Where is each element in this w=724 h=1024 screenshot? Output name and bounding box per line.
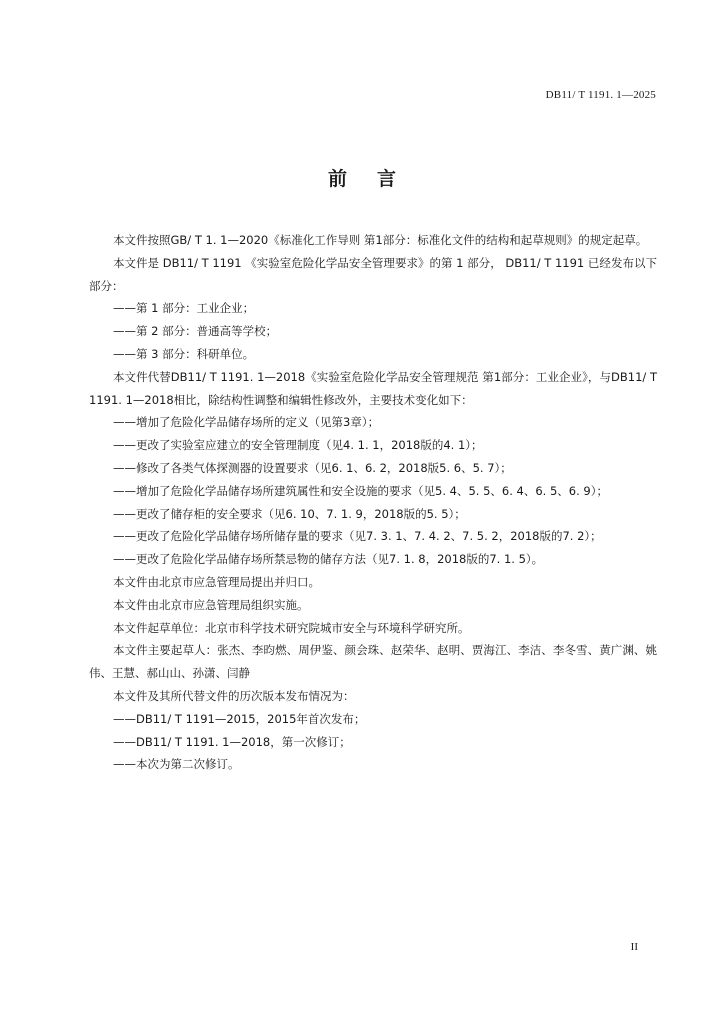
foreword-body	[89, 229, 657, 776]
page-number: II	[630, 941, 638, 953]
list-item: ——DB11/ T 1191—2015，2015年首次发布；	[113, 711, 366, 726]
paragraph: 本文件起草单位：北京市科学技术研究院城市安全与环境科学研究所。	[113, 620, 470, 635]
list-item: ——修改了各类气体探测器的设置要求（见6. 1、6. 2，2018版5. 6、5. 7）；	[113, 460, 512, 475]
paragraph: 本文件由北京市应急管理局组织实施。	[113, 597, 309, 612]
paragraph: 本文件主要起草人：张杰、李昀燃、周伊鉴、颜会珠、赵荣华、赵明、贾海江、李洁、李冬雪、黄广渊、姚伟、王慧、郝山山、孙潇、闫静	[89, 643, 657, 681]
paragraph: 本文件由北京市应急管理局提出并归口。	[113, 574, 320, 589]
list-item: ——更改了危险化学品储存场所禁忌物的储存方法（见7. 1. 8，2018版的7. 1. 5）。	[113, 552, 544, 567]
page-title: 前言	[327, 168, 426, 190]
list-item: ——DB11/ T 1191. 1—2018，第一次修订；	[113, 734, 351, 749]
list-item: ——增加了危险化学品储存场所建筑属性和安全设施的要求（见5. 4、5. 5、6. 4、6. 5、6. 9）；	[113, 483, 608, 498]
paragraph: 本文件是 DB11/ T 1191 《实验室危险化学品安全管理要求》的第 1 部分， DB11/ T 1191 已经发布以下部分：	[89, 255, 657, 293]
list-item: ——增加了危险化学品储存场所的定义（见第3章）；	[113, 415, 380, 430]
paragraph: 本文件代替DB11/ T 1191. 1—2018《实验室危险化学品安全管理规范 第1部分：工业企业》，与DB11/ T 1191. 1—2018相比，除结构性调整和编辑性修改外，主要技术变化如下：	[89, 369, 657, 407]
list-item: ——本次为第二次修订。	[113, 757, 240, 772]
document-code: DB11/ T 1191. 1—2025	[545, 89, 656, 101]
paragraph: 本文件按照GB/ T 1. 1—2020《标准化工作导则 第1部分：标准化文件的结构和起草规则》的规定起草。	[113, 233, 648, 247]
list-item: ——更改了储存柜的安全要求（见6. 10、7. 1. 9，2018版的5. 5）；	[113, 506, 466, 521]
paragraph: 本文件及其所代替文件的历次版本发布情况为：	[113, 688, 355, 703]
list-item: ——更改了实验室应建立的安全管理制度（见4. 1. 1，2018版的4. 1）；	[113, 438, 483, 453]
list-item: ——更改了危险化学品储存场所储存量的要求（见7. 3. 1、7. 4. 2、7. 5. 2，2018版的7. 2）；	[113, 529, 602, 544]
list-item: ——第 3 部分：科研单位。	[113, 346, 255, 361]
list-item: ——第 1 部分：工业企业；	[113, 301, 255, 316]
list-item: ——第 2 部分：普通高等学校；	[113, 324, 278, 339]
